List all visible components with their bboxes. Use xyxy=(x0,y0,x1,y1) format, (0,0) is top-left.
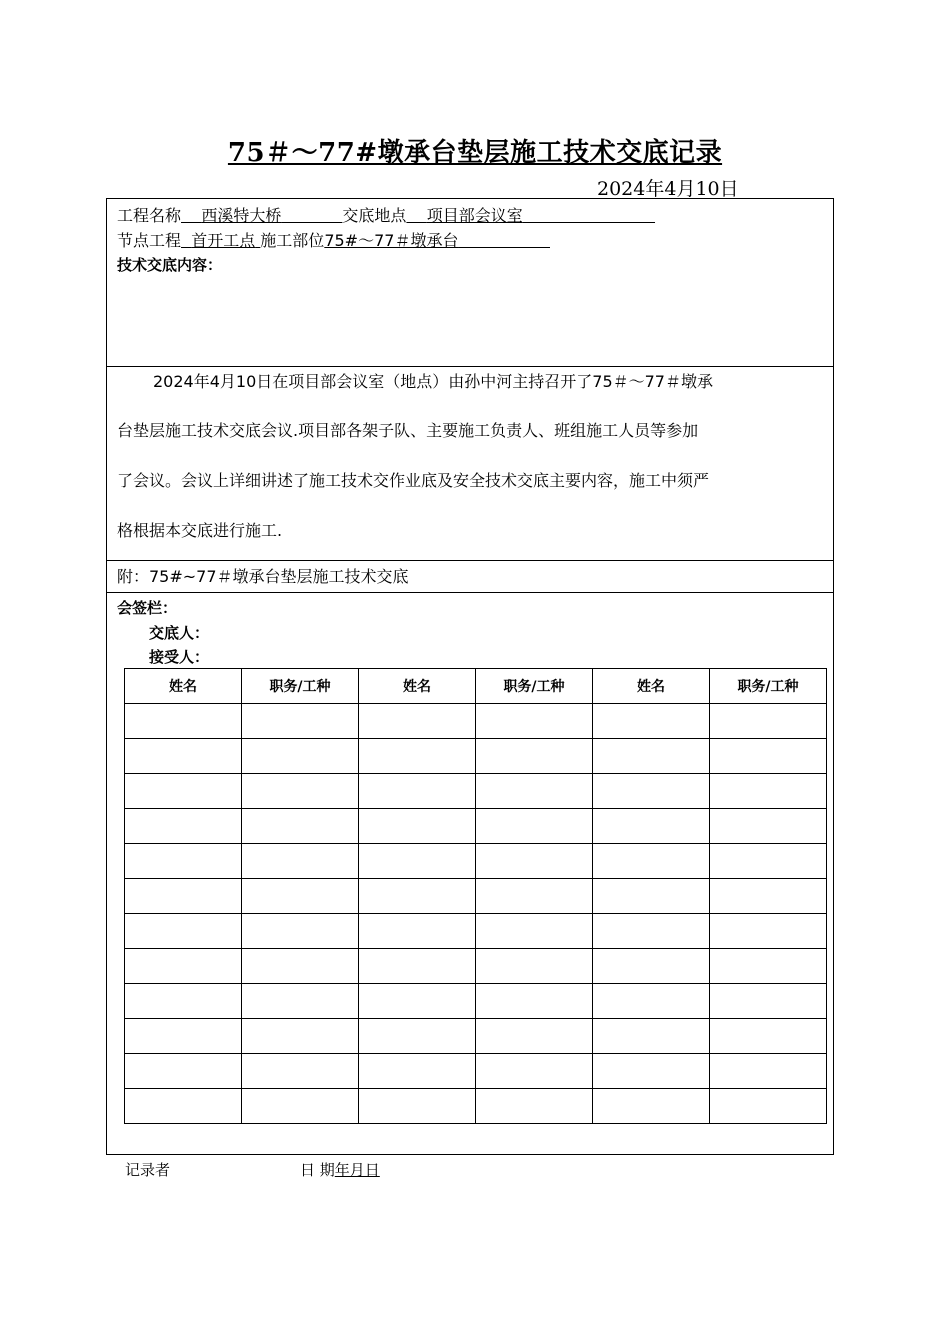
table-row xyxy=(125,739,827,774)
table-cell xyxy=(476,739,593,774)
paragraph-line-3: 了会议。会议上详细讲述了施工技术交作业底及安全技术交底主要内容，施工中须严 xyxy=(117,471,710,490)
recorder-label: 记录者 xyxy=(125,1161,171,1179)
table-cell xyxy=(242,949,359,984)
table-cell xyxy=(125,844,242,879)
table-cell xyxy=(476,704,593,739)
table-cell xyxy=(476,949,593,984)
table-cell xyxy=(710,914,827,949)
signature-rows xyxy=(125,704,827,1124)
paragraph-line-2: 台垫层施工技术交底会议.项目部各架子队、主要施工负责人、班组施工人员等参加 xyxy=(117,421,699,440)
table-cell xyxy=(476,984,593,1019)
table-cell xyxy=(242,704,359,739)
table-cell xyxy=(710,1089,827,1124)
table-cell xyxy=(242,1089,359,1124)
table-cell xyxy=(710,739,827,774)
table-cell xyxy=(476,1089,593,1124)
table-cell xyxy=(710,1019,827,1054)
table-cell xyxy=(242,844,359,879)
table-cell xyxy=(359,879,476,914)
node-label: 节点工程 xyxy=(117,231,182,250)
table-row xyxy=(125,844,827,879)
table-cell xyxy=(593,809,710,844)
table-cell xyxy=(593,914,710,949)
footer-date xyxy=(300,1159,380,1180)
table-cell xyxy=(476,914,593,949)
table-cell xyxy=(359,704,476,739)
table-row xyxy=(125,809,827,844)
table-cell xyxy=(593,704,710,739)
table-row xyxy=(125,984,827,1019)
divider xyxy=(107,560,833,561)
table-cell xyxy=(359,774,476,809)
header-position: 职务/工种 xyxy=(242,669,359,704)
table-cell xyxy=(242,984,359,1019)
table-cell xyxy=(710,704,827,739)
table-cell xyxy=(242,774,359,809)
table-cell xyxy=(125,809,242,844)
table-cell xyxy=(476,774,593,809)
paragraph-line-4: 格根据本交底进行施工. xyxy=(117,521,283,540)
table-cell xyxy=(593,739,710,774)
table-cell xyxy=(242,1019,359,1054)
content-label: 技术交底内容： xyxy=(117,256,223,274)
table-cell xyxy=(125,704,242,739)
divider xyxy=(107,592,833,593)
header-name: 姓名 xyxy=(359,669,476,704)
header-position: 职务/工种 xyxy=(476,669,593,704)
table-cell xyxy=(125,1019,242,1054)
table-cell xyxy=(359,1019,476,1054)
table-cell xyxy=(710,949,827,984)
info-line-2 xyxy=(117,228,550,251)
receiver-label: 接受人： xyxy=(149,648,210,666)
table-cell xyxy=(359,1054,476,1089)
table-cell xyxy=(593,774,710,809)
divider xyxy=(107,366,833,367)
table-row xyxy=(125,879,827,914)
table-cell xyxy=(710,984,827,1019)
table-cell xyxy=(710,1054,827,1089)
table-row xyxy=(125,914,827,949)
project-name-value: 西溪特大桥 xyxy=(201,206,282,225)
table-cell xyxy=(593,1019,710,1054)
table-cell xyxy=(359,844,476,879)
footer-date-label: 日 期 xyxy=(300,1161,335,1179)
part-value: 75#～77＃墩承台 xyxy=(324,231,459,250)
table-cell xyxy=(593,1089,710,1124)
paragraph-line-1: 2024年4月10日在项目部会议室（地点）由孙中河主持召开了75＃～77＃墩承 xyxy=(153,372,713,391)
table-cell xyxy=(593,879,710,914)
table-cell xyxy=(125,1089,242,1124)
footer-date-value: 年月日 xyxy=(334,1161,380,1179)
location-value: 项目部会议室 xyxy=(426,206,523,225)
table-row xyxy=(125,1019,827,1054)
attachment: 附：75#~77＃墩承台垫层施工技术交底 xyxy=(117,567,409,586)
page-title: 75＃～77#墩承台垫层施工技术交底记录 xyxy=(227,138,723,168)
table-cell xyxy=(593,844,710,879)
table-cell xyxy=(710,809,827,844)
table-cell xyxy=(125,1054,242,1089)
table-cell xyxy=(359,949,476,984)
signature-table xyxy=(124,668,827,1124)
table-cell xyxy=(593,949,710,984)
table-cell xyxy=(125,879,242,914)
table-cell xyxy=(125,774,242,809)
location-label: 交底地点 xyxy=(342,206,407,225)
table-cell xyxy=(242,809,359,844)
record-form xyxy=(106,198,834,1155)
table-cell xyxy=(359,1089,476,1124)
header-position: 职务/工种 xyxy=(710,669,827,704)
table-cell xyxy=(359,984,476,1019)
table-cell xyxy=(242,739,359,774)
header-name: 姓名 xyxy=(125,669,242,704)
part-label: 施工部位 xyxy=(260,231,325,250)
table-cell xyxy=(476,879,593,914)
table-cell xyxy=(476,809,593,844)
record-date: 2024年4月10日 xyxy=(597,178,739,200)
table-cell xyxy=(125,914,242,949)
table-cell xyxy=(593,984,710,1019)
table-cell xyxy=(125,984,242,1019)
table-cell xyxy=(710,844,827,879)
table-cell xyxy=(359,809,476,844)
table-cell xyxy=(476,844,593,879)
header-name: 姓名 xyxy=(593,669,710,704)
table-row xyxy=(125,1054,827,1089)
project-name-label: 工程名称 xyxy=(117,206,182,225)
table-cell xyxy=(710,879,827,914)
presenter-label: 交底人： xyxy=(149,624,210,642)
table-cell xyxy=(359,739,476,774)
node-value: 首开工点 xyxy=(191,231,256,250)
table-header-row xyxy=(125,669,827,704)
table-cell xyxy=(710,774,827,809)
table-cell xyxy=(593,1054,710,1089)
table-cell xyxy=(242,914,359,949)
table-cell xyxy=(125,949,242,984)
table-cell xyxy=(359,914,476,949)
signature-label: 会签栏： xyxy=(117,599,178,617)
table-row xyxy=(125,704,827,739)
table-row xyxy=(125,949,827,984)
table-cell xyxy=(242,879,359,914)
table-cell xyxy=(476,1019,593,1054)
table-cell xyxy=(125,739,242,774)
table-cell xyxy=(242,1054,359,1089)
info-line-1 xyxy=(117,203,655,226)
table-row xyxy=(125,774,827,809)
table-cell xyxy=(476,1054,593,1089)
table-row xyxy=(125,1089,827,1124)
